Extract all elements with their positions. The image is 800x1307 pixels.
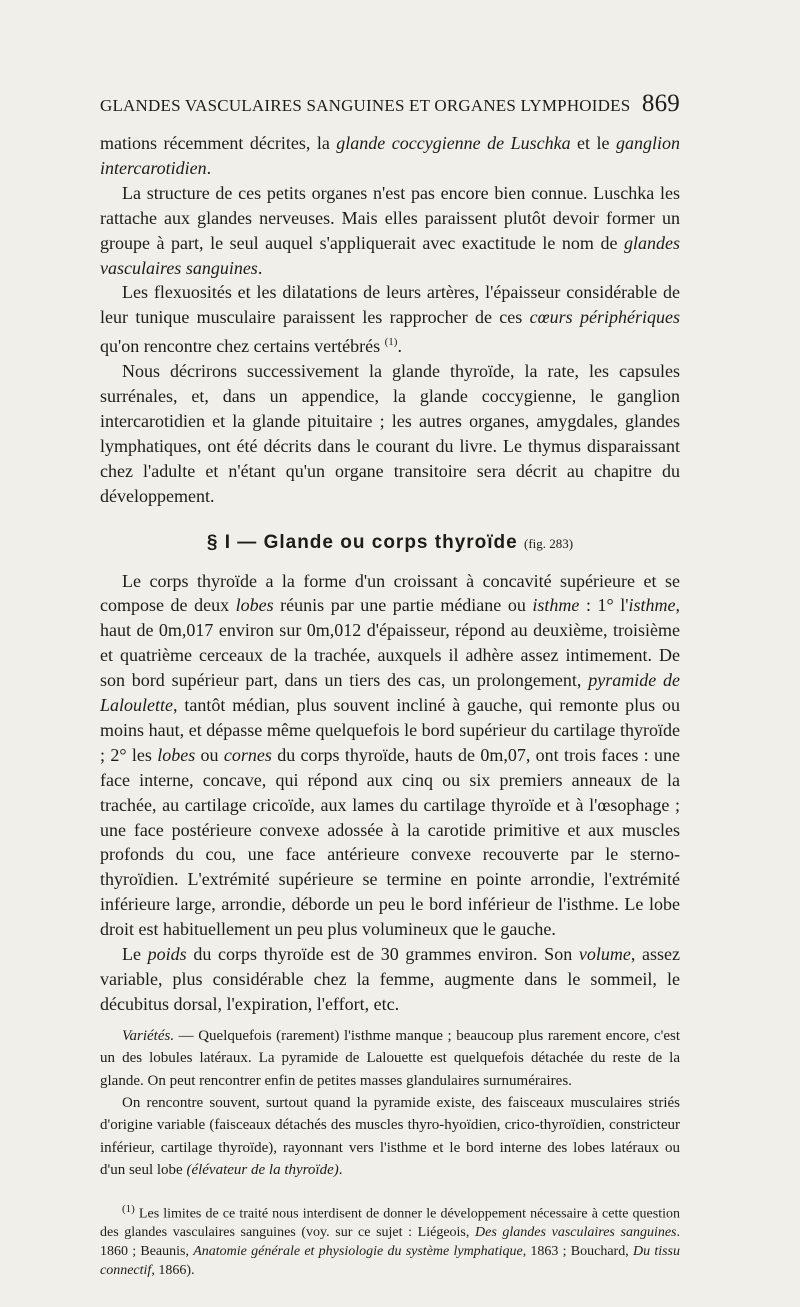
running-title: GLANDES VASCULAIRES SANGUINES ET ORGANES LYMPHOIDES (100, 96, 631, 115)
running-header (100, 90, 680, 120)
page-body (100, 131, 680, 1280)
page-number: 869 (641, 90, 680, 117)
footnote-text: $^{(1)}$ Les limites de ce traité nous interdisent de donner le développement nécessaire à cette question des glandes vasculaires sanguines (voy. sur ce sujet : Liégeois, Des glandes vasculaires sanguines. 1860 ; Beaunis, Anatomie générale et physiologie du système lymphatique, 1863 ; Bouchard, Du tissu connectif, 1866). (100, 1202, 680, 1279)
paragraph-continuation: mations récemment décrites, la glande coccygienne de Luschka et le ganglion intercarotidien. (100, 133, 680, 178)
paragraph-description: Le corps thyroïde a la forme d'un croissant à concavité supérieure et se compose de deux lobes réunis par une partie médiane ou isthme : 1° l'isthme, haut de 0m,017 environ sur 0m,012 d'épaisseur, répond au deuxième, troisième et quatrième cerceaux de la trachée, auxquels il adhère assez intimement. De son bord supérieur part, dans un tiers des cas, un prolongement, pyramide de Laloulette, tantôt médian, plus souvent incliné à gauche, qui remonte plus ou moins haut, et dépasse même quelquefois le bord supérieur du cartilage thyroïde ; 2° les lobes ou cornes du corps thyroïde, hauts de 0m,07, ont trois faces : une face interne, concave, qui répond aux cinq ou six premiers anneaux de la trachée, au cartilage cricoïde, aux lames du cartilage thyroïde et à l'œsophage ; une face postérieure convexe adossée à la carotide primitive et aux muscles profonds du cou, une face antérieure convexe recouverte par le sterno-thyroïdien. L'extrémité supérieure se termine en pointe arrondie, l'extrémité inférieure large, arrondie, déborde un peu le bord inférieur de l'isthme. Le lobe droit est habituellement un peu plus volumineux que le gauche. (100, 570, 681, 940)
paragraph-plan: Nous décrirons successivement la glande thyroïde, la rate, les capsules surrénales, et, dans un appendice, la glande coccygienne, le ganglion intercarotidien et la glande pituitaire ; les autres organes, amygdales, glandes lymphatiques, ont été décrits dans le courant du livre. Le thymus disparaissant chez l'adulte et n'étant qu'un organe transitoire sera décrit au chapitre du développement. (100, 361, 680, 506)
varieties-paragraph: Variétés. — Quelquefois (rarement) l'isthme manque ; beaucoup plus rarement encore, c'est un des lobules latéraux. La pyramide de Lalouette est quelquefois détachée du reste de la glande. On peut rencontrer enfin de petites masses glandulaires surnuméraires. (100, 1027, 680, 1089)
paragraph-structure: La structure de ces petits organes n'est pas encore bien connue. Luschka les rattache aux glandes nerveuses. Mais elles paraissent plutôt devoir former un groupe à part, le seul auquel s'appliquerait avec exactitude le nom de glandes vasculaires sanguines. (100, 182, 680, 278)
footnote (100, 1200, 680, 1281)
footnote-mark: (1) (122, 1202, 135, 1215)
varieties-note (100, 1025, 680, 1182)
footnote-ref[interactable]: (1) (384, 336, 398, 349)
paragraph-flexuosities: Les flexuosités et les dilatations de leurs artères, l'épaisseur considérable de leur tunique musculaire paraissent les rapprocher de ces cœurs périphériques qu'on rencontre chez certains vertébrés $^{(1)}$. (100, 282, 680, 357)
figure-reference[interactable]: (fig. 283) (524, 535, 574, 551)
muscle-bundles-paragraph: On rencontre souvent, surtout quand la pyramide existe, des faisceaux musculaires striés d'origine variable (faisceaux détachés des muscles thyro-hyoïdien, crico-thyroïdien, constricteur inférieur, cartilage thyroïde), rayonnant vers l'isthme et le bord interne des lobes latéraux ou d'un seul lobe (élévateur de la thyroïde). (100, 1095, 680, 1179)
section-heading: § I — Glande ou corps thyroïde (fig. 283) (206, 531, 574, 553)
paragraph-weight: Le poids du corps thyroïde est de 30 grammes environ. Son volume, assez variable, plus considérable chez la femme, augmente dans le sommeil, le décubitus dorsal, l'expiration, l'effort, etc. (100, 944, 681, 1014)
